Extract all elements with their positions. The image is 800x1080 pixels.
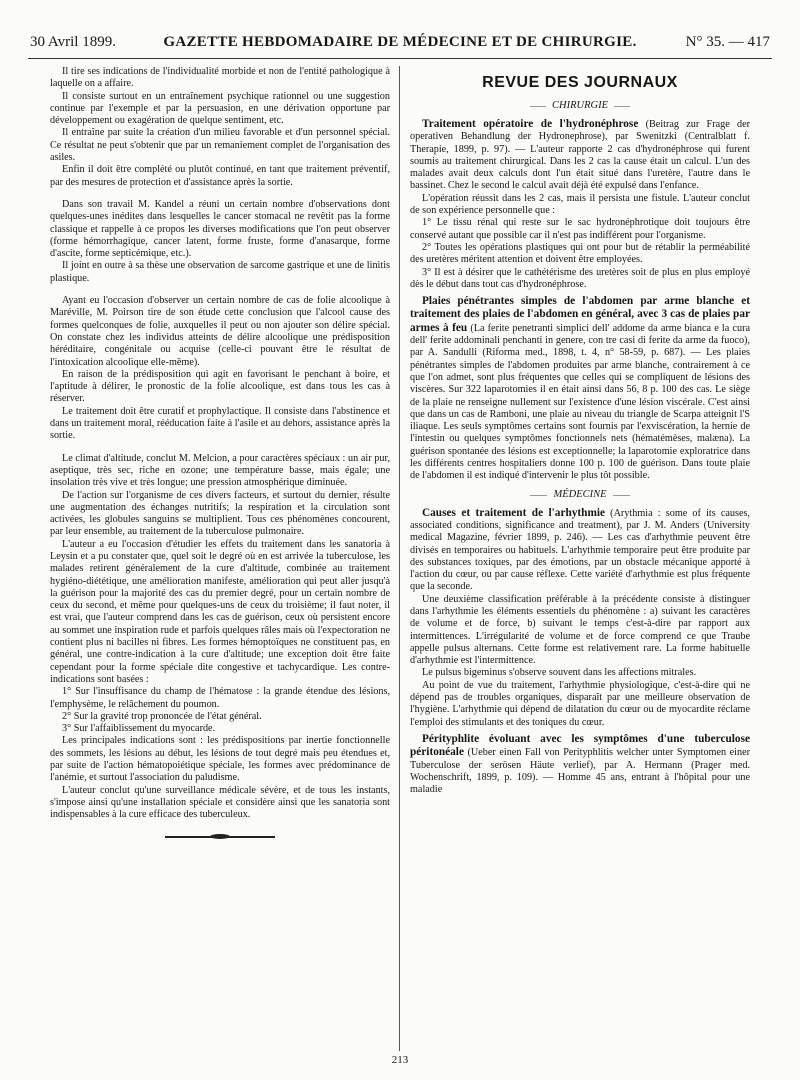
paragraph: 2° Toutes les opérations plastiques qui ont pour but de rétablir la perméabilité des uretères méritent attention et doivent être employées. — [410, 241, 750, 266]
article-title: Plaies pénétrantes simples de l'abdomen par arme blanche et traitement des plaies de l'abdomen en général, avec 3 cas de plaies par armes à feu — [410, 295, 750, 334]
paragraph: L'auteur conclut qu'une surveillance médicale sévère, et de tous les instants, s'impose ainsi qu'une installation spéciale et considère ainsi que les sanatoria sont indispensables à la cure efficace des tuberculeux. — [50, 784, 390, 821]
subsection-title — [410, 489, 750, 501]
paragraph: 2° Sur la gravité trop prononcée de l'état général. — [62, 710, 262, 722]
article-paragraph — [410, 733, 750, 796]
paragraph: L'opération réussit dans les 2 cas, mais il persista une fistule. L'auteur conclut de son expérience personnelle que : — [410, 192, 750, 217]
header-date: 30 Avril 1899. — [30, 34, 116, 50]
column-divider — [399, 66, 400, 1051]
article-body: (La ferite penetranti simplici dell' addome da arme bianca e la cura dell' ferite addominali penchanti in genere, con tre casi di ferite da arme da fuoco), par A. Sandulli (Riforma med., 1898, t. 4, n° 58-59, p. 687). — Les plaies pénétrantes simples de l'abdomen produites par arme blanche, contrairement à ce que l'on admet, sont plus fréquentes que celles qui se compliquent de lésions des viscères. Sur 322 laparotomies il en était ainsi dans 56, 8 p. 100 des cas. Le siège de la plaie ne renseigne nullement sur l'existence d'une lésion viscérale. C'est ainsi que dans un cas de Ramboni, une plaie au niveau du triangle de Scarpa atteignit l'S iliaque. Les seuls symptômes certains sont fournis par l'exviscération, la hernie de l'intestin ou quelques symptômes fonctionnels nets (hématémèses, malæna). La guérison spontanée des lésions est exceptionnelle; la laparotomie exploratrice dans les différents centres hospitaliers donne 100 p. 100 de guérison. Dans toute plaie de l'abdomen il est indiqué d'intervenir le plus tôt possible. — [410, 322, 750, 482]
header-journal-title: GAZETTE HEBDOMADAIRE DE MÉDECINE ET DE CHIRURGIE. — [163, 34, 637, 50]
paragraph: 3° Sur l'affaiblissement du myocarde. — [62, 723, 216, 735]
end-ornament-rule — [165, 836, 275, 841]
paragraph-gap — [50, 443, 390, 453]
paragraph: 1° Le tissu rénal qui reste sur le sac hydronéphrotique doit toujours être conservé autant que possible car il n'est pas indifférent pour l'organisme. — [410, 217, 750, 241]
paragraph-gap — [50, 285, 390, 295]
article-paragraph — [410, 507, 750, 594]
folio: 213 — [391, 1054, 409, 1066]
paragraph: Dans son travail M. Kandel a réuni un certain nombre d'observations dont quelques-unes inédites dans lesquelles le cancer stomacal ne revêtit pas la forme classique et rappelle à ce propos les diverses modifications que l'on peut observer (forme hémorrhagique, cancer latent, forme fruste, forme d'anasarque, forme d'ascite, forme septicémique, etc.). — [50, 198, 390, 260]
paragraph: Il entraîne par suite la création d'un milieu favorable et d'un personnel spécial. Ce résultat ne peut s'obtenir que par un remaniement complet de l'organisation des asiles. — [50, 127, 390, 164]
paragraph: Le pulsus bigeminus s'observe souvent dans les affections mitrales. — [422, 667, 697, 679]
paragraph: Le traitement doit être curatif et prophylactique. Il consiste dans l'abstinence et dans un traitement moral, rééducation faite à l'asile et au dehors, assistance après la sortie. — [50, 405, 390, 442]
section-title: REVUE DES JOURNAUX — [482, 74, 678, 91]
article-body: (Arythmia : some of its causes, associated conditions, significance and treatment), par J. M. Anders (University medical Magazine, février 1899, p. 246). — Les cas d'arhythmie peuvent être divisés en temporaires ou habituels. L'arhythmie temporaire peut être produite par des substances toxiques, par des émotions, par un obstacle mécanique apporté à l'action du cœur, ou par cause réflexe. Cette variété d'arhythmie est plus fréquente que la seconde. — [410, 507, 750, 593]
paragraph: 1° Sur l'insuffisance du champ de l'hématose : la grande étendue des lésions, l'emphysème, le relâchement du poumon. — [50, 686, 390, 710]
paragraph: Le climat d'altitude, conclut M. Melcion, a pour caractères spéciaux : un air pur, aseptique, très sec, riche en ozone; une température basse, mais égale; une insolation très vive et très longue; une pression atmosphérique diminuée. — [50, 452, 390, 489]
paragraph: De l'action sur l'organisme de ces divers facteurs, et surtout du dernier, résulte une augmentation des échanges nutritifs; la respiration et la circulation sont activées, les globules sanguins se multiplient. Tous ces phénomènes concourent, par leur ensemble, au traitement de la tuberculose pulmonaire. — [50, 489, 390, 538]
right-column — [410, 66, 750, 1051]
article-body: (Beitrag zur Frage der operativen Behandlung der Hydronephrose), par Swenitzki (Centralblatt f. Therapie, 1899, p. 97). — L'auteur rapporte 2 cas d'hydronéphrose qui furent soumis au traitement chirurgical. Dans les 2 cas la cause était un calcul. L'un des malades avait deux calculs dont l'un était situé dans l'uretère, l'autre dans le bassinet. Chez le second le calcul avait déjà été expulsé dans l'enfance. — [410, 119, 750, 192]
article-title: Causes et traitement de l'arhythmie — [422, 506, 606, 519]
paragraph: L'auteur a eu l'occasion d'étudier les effets du traitement dans les sanatoria à Leysin et a pu constater que, quel soit le degré où en est arrivée la tuberculose, les malades retirent généralement de la cure d'altitude, combinée au traitement hygiéno-diététique, une amélioration manifeste, amélioration qui peut aller jusqu'à la guérison pour la majorité des cas du premier degré, pour un certain nombre de ceux du second, et même pour quelques-uns de ceux du troisième; il faut noter, il est vrai, que l'auteur comprend dans les cas de guérison, ceux où persistent encore au sommet une inspiration rude et parfois quelques râles mais où l'expectoration ne contient plus ni bacilles ni fibres. Les formes hémoptoïques ne constituent pas, en général, une contre-indication à la cure d'altitude; une exception doit être faite cependant pour la forme spéciale dite congestive et tachycardique. Les contre-indications sont basées : — [50, 538, 390, 685]
paragraph: Ayant eu l'occasion d'observer un certain nombre de cas de folie alcoolique à Maréville, M. Poirson tire de son étude cette conclusion que l'alcool cause des formes quelconques de folie, auxquelles il peut ou non ajouter son délire spécial. On constate chez les individus atteints de délire alcoolique une prédisposition héréditaire, congénitale ou acquise (celle-ci pouvant être le résultat de l'intoxication alcoolique elle-même). — [50, 295, 390, 368]
paragraph: Les principales indications sont : les prédispositions par inertie fonctionnelle des sommets, les lésions au début, les lésions de tout degré mais peu étendues et, par suite de l'action hématopoiétique spéciale, les formes avec prédominance de l'anémie, et surtout l'association du paludisme. — [50, 735, 390, 784]
paragraph: 3° Il est à désirer que le cathétérisme des uretères soit de plus en plus employé dès le début dans tout cas d'hydronéphrose. — [410, 266, 750, 290]
paragraph-gap — [50, 189, 390, 199]
article-paragraph — [410, 118, 750, 193]
paragraph: Une deuxième classification préférable à la précédente consiste à distinguer dans l'arhythmie les éléments essentiels du phénomène : a) suivant les caractères de volume et de force, b) suivant le temps c'est-à-dire par rapport aux intermittences. L'irrégularité de volume et de force comprend ce que Traube appelle pulsus alternans. Cette forme est relativement rare. La forme habituelle d'arhythmie est l'intermittence. — [410, 593, 750, 667]
paragraph: Il tire ses indications de l'individualité morbide et non de l'entité pathologique à laquelle on a affaire. — [50, 66, 390, 90]
subsection-title — [410, 100, 750, 112]
paragraph: Il consiste surtout en un entraînement psychique rationnel ou une suggestion continue par l'exemple et par la persuasion, en une dérivation opportune par développement ou exagération de quelque sentiment, etc. — [50, 90, 390, 127]
paragraph: En raison de la prédisposition qui agit en favorisant le penchant à boire, et l'aptitude à délirer, le pronostic de la folie alcoolique, est dans tous les cas à réserver. — [50, 368, 390, 405]
subsection-label: CHIRURGIE — [546, 100, 614, 111]
paragraph: Au point de vue du traitement, l'arhythmie physiologique, c'est-à-dire qui ne dépend pas de troubles organiques, disparaît par une meilleure observation de l'hygiène. L'arhythmie qui dépend de dilatation du cœur ou de myocardite réclame l'emploi des stimulants et des toniques du cœur. — [410, 679, 750, 728]
paragraph: Il joint en outre à sa thèse une observation de sarcome gastrique et une de linitis plastique. — [50, 260, 390, 284]
paragraph: Enfin il doit être complété ou plutôt continué, en tant que traitement préventif, par des mesures de protection et d'assistance après la sortie. — [50, 164, 390, 188]
article-title: Pérityphlite évoluant avec les symptômes d'une tuberculose péritonéale — [410, 732, 750, 759]
header-page-number: N° 35. — 417 — [685, 34, 770, 50]
article-paragraph — [410, 295, 750, 482]
subsection-label: MÉDECINE — [547, 489, 612, 500]
article-body: (Ueber einen Fall von Perityphlitis welcher unter Symptomen einer Tuberculose der serösen Häute verlief), par A. Hermann (Prager med. Wochenschrift, 1899, p. 109). — Homme 45 ans, entrant à l'hôpital pour une maladie — [410, 747, 750, 796]
left-column — [50, 66, 390, 1051]
running-header — [28, 30, 772, 59]
article-title: Traitement opératoire de l'hydronéphrose — [422, 118, 639, 130]
